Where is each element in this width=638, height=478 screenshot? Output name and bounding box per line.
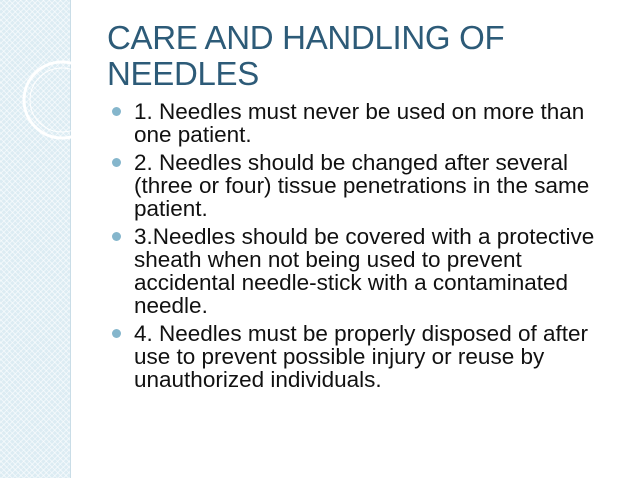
decorative-side-band xyxy=(0,0,71,478)
bullet-text: 2. Needles should be changed after several (three or four) tissue penetrations in the same patient. xyxy=(134,150,590,221)
list-item xyxy=(110,225,615,317)
decorative-circles-icon xyxy=(0,0,110,478)
bullet-text: 3.Needles should be covered with a protective sheath when not being used to prevent accidental needle-stick with a contaminated needle. xyxy=(134,224,595,318)
list-item xyxy=(110,151,615,220)
bullet-icon xyxy=(112,158,121,167)
list-item xyxy=(110,100,615,146)
bullet-icon xyxy=(112,329,121,338)
bullet-list xyxy=(110,100,615,396)
bullet-icon xyxy=(112,107,121,116)
bullet-icon xyxy=(112,232,121,241)
bullet-text: 4. Needles must be properly disposed of after use to prevent possible injury or reuse by unauthorized individuals. xyxy=(134,321,588,392)
list-item xyxy=(110,322,615,391)
bullet-text: 1. Needles must never be used on more than one patient. xyxy=(134,99,585,147)
slide-title: CARE AND HANDLING OF NEEDLES xyxy=(107,19,505,92)
